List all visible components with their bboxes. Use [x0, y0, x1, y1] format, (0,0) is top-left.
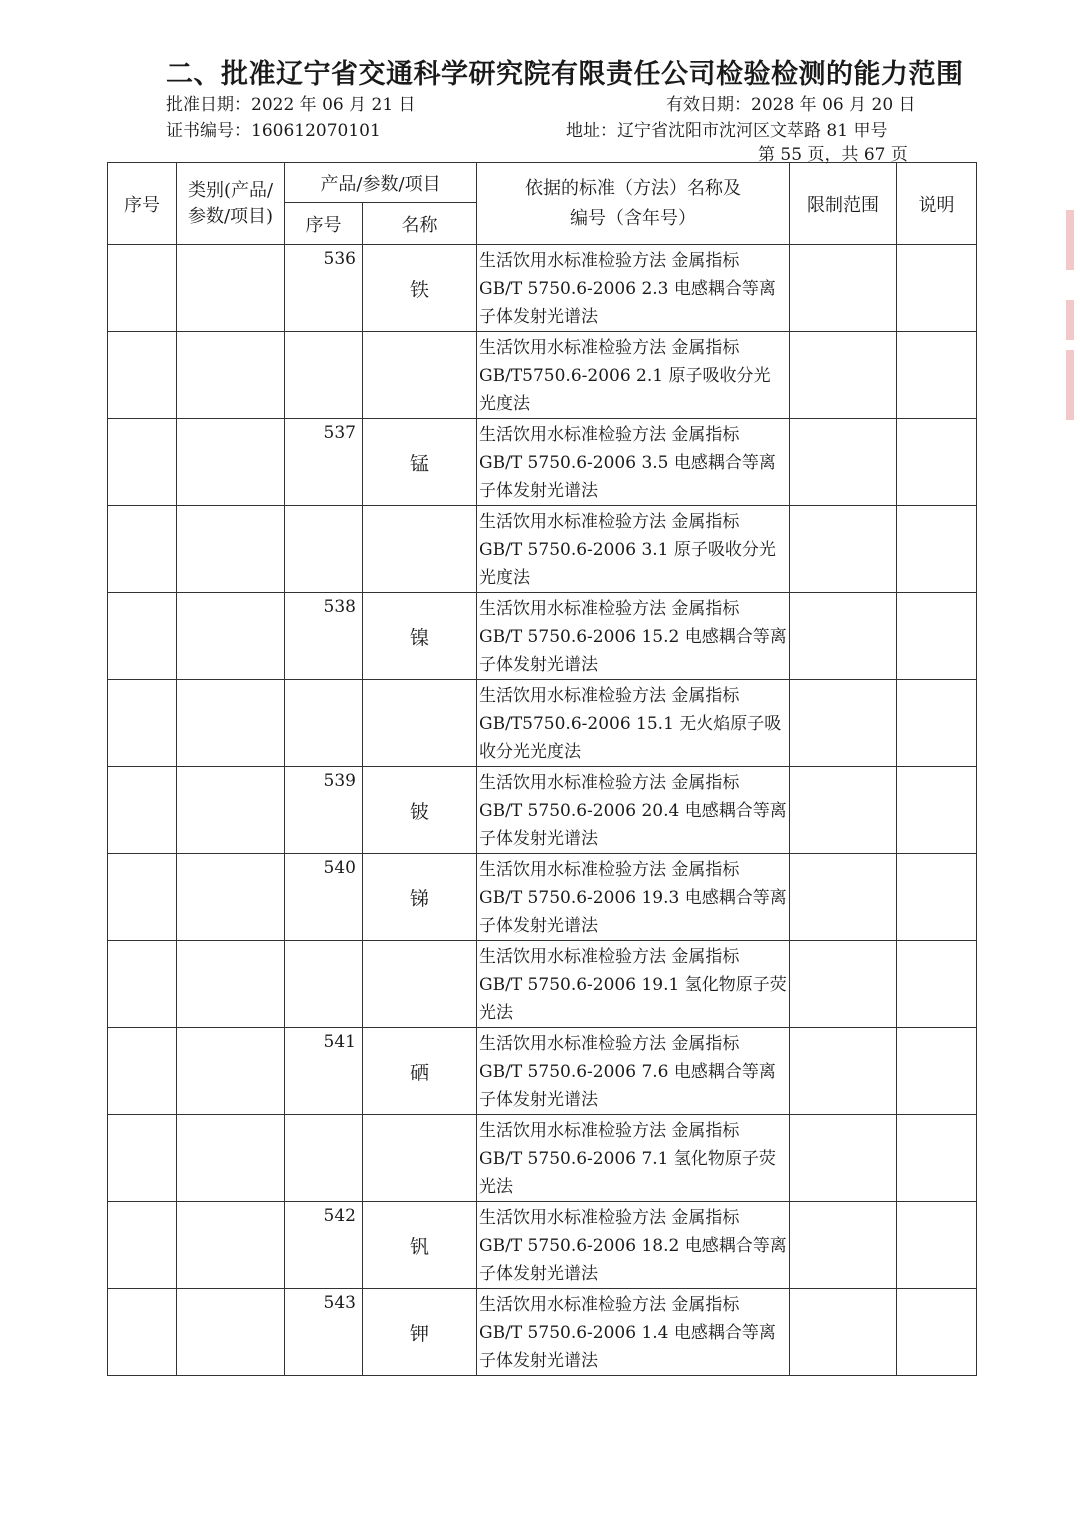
- cell-limit: [790, 1115, 897, 1202]
- cell-seq: [108, 1115, 177, 1202]
- standard-line: 子体发射光谱法: [479, 1264, 599, 1284]
- capability-table: [107, 162, 977, 1376]
- standard-line: 生活饮用水标准检验方法 金属指标: [479, 1034, 740, 1054]
- table-row: [108, 593, 977, 680]
- standard-line: 光度法: [479, 568, 531, 588]
- standard-line: GB/T 5750.6-2006 2.3 电感耦合等离: [479, 279, 776, 299]
- header-note: 说明: [897, 163, 977, 245]
- cell-note: [897, 1289, 977, 1376]
- cell-standard: [477, 767, 790, 854]
- standard-line: 生活饮用水标准检验方法 金属指标: [479, 512, 740, 532]
- standard-line: 子体发射光谱法: [479, 829, 599, 849]
- cell-note: [897, 1202, 977, 1289]
- cell-note: [897, 1115, 977, 1202]
- standard-line: 子体发射光谱法: [479, 1351, 599, 1371]
- cell-name: 硒: [363, 1028, 477, 1115]
- cell-limit: [790, 1028, 897, 1115]
- table-row: [108, 1028, 977, 1115]
- cell-standard: [477, 1115, 790, 1202]
- cell-standard: [477, 854, 790, 941]
- cell-category: [177, 506, 285, 593]
- cell-note: [897, 767, 977, 854]
- table-row: [108, 1289, 977, 1376]
- header-standard: 依据的标准（方法）名称及编号（含年号）: [477, 163, 790, 245]
- cell-standard: [477, 680, 790, 767]
- cell-note: [897, 854, 977, 941]
- standard-line: 生活饮用水标准检验方法 金属指标: [479, 947, 740, 967]
- cell-note: [897, 593, 977, 680]
- standard-line: GB/T5750.6-2006 2.1 原子吸收分光: [479, 366, 771, 386]
- cell-name: 铍: [363, 767, 477, 854]
- cell-limit: [790, 941, 897, 1028]
- cell-category: [177, 1289, 285, 1376]
- cell-name: 镍: [363, 593, 477, 680]
- cell-limit: [790, 419, 897, 506]
- cell-name: [363, 680, 477, 767]
- cell-sub-seq: [285, 332, 363, 419]
- cell-seq: [108, 332, 177, 419]
- table-row: [108, 767, 977, 854]
- cell-sub-seq: [285, 680, 363, 767]
- cell-category: [177, 941, 285, 1028]
- cell-standard: [477, 941, 790, 1028]
- standard-line: 光度法: [479, 394, 531, 414]
- standard-line: 生活饮用水标准检验方法 金属指标: [479, 773, 740, 793]
- address: 地址：辽宁省沈阳市沈河区文萃路 81 甲号: [566, 121, 888, 141]
- cell-limit: [790, 680, 897, 767]
- cell-category: [177, 854, 285, 941]
- table-row: [108, 332, 977, 419]
- standard-line: GB/T 5750.6-2006 19.3 电感耦合等离: [479, 888, 787, 908]
- cell-name: [363, 506, 477, 593]
- standard-line: GB/T 5750.6-2006 3.1 原子吸收分光: [479, 540, 776, 560]
- cell-category: [177, 419, 285, 506]
- cell-sub-seq: 537: [285, 419, 363, 506]
- cell-note: [897, 332, 977, 419]
- cell-name: 锑: [363, 854, 477, 941]
- valid-date: 有效日期：2028 年 06 月 20 日: [666, 95, 916, 115]
- cell-standard: [477, 332, 790, 419]
- standard-line: 生活饮用水标准检验方法 金属指标: [479, 425, 740, 445]
- standard-line: 子体发射光谱法: [479, 481, 599, 501]
- certificate-number: 证书编号：160612070101: [166, 121, 381, 141]
- standard-line: 生活饮用水标准检验方法 金属指标: [479, 1295, 740, 1315]
- cell-sub-seq: [285, 941, 363, 1028]
- cell-standard: [477, 1202, 790, 1289]
- cell-category: [177, 767, 285, 854]
- table-row: [108, 854, 977, 941]
- standard-line: 生活饮用水标准检验方法 金属指标: [479, 860, 740, 880]
- cell-seq: [108, 941, 177, 1028]
- cell-category: [177, 332, 285, 419]
- cell-limit: [790, 854, 897, 941]
- cell-seq: [108, 854, 177, 941]
- approval-date: 批准日期：2022 年 06 月 21 日: [166, 95, 416, 115]
- cell-standard: [477, 1028, 790, 1115]
- standard-line: GB/T 5750.6-2006 18.2 电感耦合等离: [479, 1236, 787, 1256]
- cell-sub-seq: 540: [285, 854, 363, 941]
- cell-limit: [790, 245, 897, 332]
- table-row: [108, 245, 977, 332]
- cell-category: [177, 245, 285, 332]
- cell-note: [897, 1028, 977, 1115]
- standard-line: GB/T 5750.6-2006 20.4 电感耦合等离: [479, 801, 787, 821]
- standard-line: 生活饮用水标准检验方法 金属指标: [479, 338, 740, 358]
- cell-category: [177, 1202, 285, 1289]
- header-product-group: 产品/参数/项目: [285, 163, 477, 203]
- standard-line: 子体发射光谱法: [479, 916, 599, 936]
- standard-line: 子体发射光谱法: [479, 1090, 599, 1110]
- standard-line: 收分光光度法: [479, 742, 582, 762]
- cell-name: 钾: [363, 1289, 477, 1376]
- cell-standard: [477, 245, 790, 332]
- cell-note: [897, 941, 977, 1028]
- cell-seq: [108, 506, 177, 593]
- standard-line: 子体发射光谱法: [479, 655, 599, 675]
- stamp-mark: [1066, 210, 1074, 270]
- cell-name: 铁: [363, 245, 477, 332]
- table-row: [108, 419, 977, 506]
- cell-seq: [108, 767, 177, 854]
- standard-line: GB/T 5750.6-2006 19.1 氢化物原子荧: [479, 975, 787, 995]
- standard-line: 生活饮用水标准检验方法 金属指标: [479, 1121, 740, 1141]
- cell-note: [897, 245, 977, 332]
- cell-limit: [790, 593, 897, 680]
- cell-seq: [108, 245, 177, 332]
- cell-note: [897, 419, 977, 506]
- cell-sub-seq: 538: [285, 593, 363, 680]
- cell-limit: [790, 1289, 897, 1376]
- cell-name: 钒: [363, 1202, 477, 1289]
- standard-line: 光法: [479, 1177, 514, 1197]
- table-row: [108, 941, 977, 1028]
- cell-limit: [790, 1202, 897, 1289]
- cell-standard: [477, 419, 790, 506]
- header-sub-name: 名称: [363, 203, 477, 245]
- page-number: 第 55 页，共 67 页: [758, 145, 908, 165]
- cell-sub-seq: 539: [285, 767, 363, 854]
- standard-line: 光法: [479, 1003, 514, 1023]
- header-seq: 序号: [108, 163, 177, 245]
- standard-line: GB/T 5750.6-2006 3.5 电感耦合等离: [479, 453, 776, 473]
- header-limit: 限制范围: [790, 163, 897, 245]
- cell-sub-seq: 536: [285, 245, 363, 332]
- cell-note: [897, 506, 977, 593]
- standard-line: 生活饮用水标准检验方法 金属指标: [479, 686, 740, 706]
- standard-line: GB/T 5750.6-2006 7.6 电感耦合等离: [479, 1062, 776, 1082]
- cell-note: [897, 680, 977, 767]
- cell-category: [177, 680, 285, 767]
- cell-standard: [477, 593, 790, 680]
- cell-seq: [108, 1202, 177, 1289]
- cell-name: [363, 1115, 477, 1202]
- cell-seq: [108, 680, 177, 767]
- header-sub-seq: 序号: [285, 203, 363, 245]
- cell-seq: [108, 1289, 177, 1376]
- cell-seq: [108, 1028, 177, 1115]
- table-row: [108, 680, 977, 767]
- standard-line: 子体发射光谱法: [479, 307, 599, 327]
- cell-limit: [790, 767, 897, 854]
- stamp-mark: [1066, 350, 1074, 420]
- page-title: 二、批准辽宁省交通科学研究院有限责任公司检验检测的能力范围: [166, 59, 964, 90]
- cell-category: [177, 1115, 285, 1202]
- cell-limit: [790, 506, 897, 593]
- standard-line: GB/T 5750.6-2006 7.1 氢化物原子荧: [479, 1149, 776, 1169]
- cell-name: [363, 941, 477, 1028]
- cell-sub-seq: [285, 506, 363, 593]
- cell-name: [363, 332, 477, 419]
- standard-line: GB/T 5750.6-2006 15.2 电感耦合等离: [479, 627, 787, 647]
- stamp-mark: [1066, 300, 1074, 340]
- cell-sub-seq: [285, 1115, 363, 1202]
- cell-seq: [108, 419, 177, 506]
- cell-standard: [477, 1289, 790, 1376]
- cell-category: [177, 1028, 285, 1115]
- cell-sub-seq: 543: [285, 1289, 363, 1376]
- standard-line: GB/T5750.6-2006 15.1 无火焰原子吸: [479, 714, 782, 734]
- cell-limit: [790, 332, 897, 419]
- header-category: 类别(产品/参数/项目): [177, 163, 285, 245]
- cell-name: 锰: [363, 419, 477, 506]
- table-row: [108, 1115, 977, 1202]
- standard-line: GB/T 5750.6-2006 1.4 电感耦合等离: [479, 1323, 776, 1343]
- standard-line: 生活饮用水标准检验方法 金属指标: [479, 251, 740, 271]
- table-row: [108, 506, 977, 593]
- cell-seq: [108, 593, 177, 680]
- cell-sub-seq: 542: [285, 1202, 363, 1289]
- table-row: [108, 1202, 977, 1289]
- cell-sub-seq: 541: [285, 1028, 363, 1115]
- cell-standard: [477, 506, 790, 593]
- standard-line: 生活饮用水标准检验方法 金属指标: [479, 599, 740, 619]
- standard-line: 生活饮用水标准检验方法 金属指标: [479, 1208, 740, 1228]
- cell-category: [177, 593, 285, 680]
